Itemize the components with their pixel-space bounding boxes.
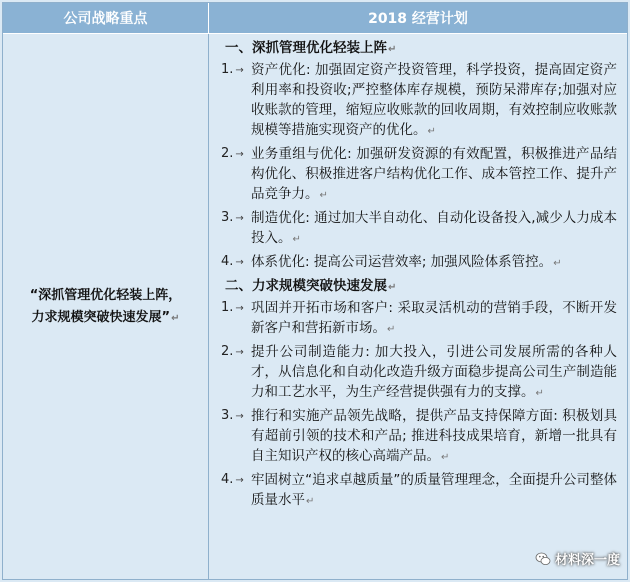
list-item-text: [251, 406, 617, 468]
list-number-text: 1.: [221, 62, 234, 77]
paragraph-mark-icon: ↵: [387, 324, 396, 335]
paragraph-mark-icon: ↵: [388, 44, 397, 55]
strategy-cell: [3, 34, 209, 580]
list-item-content: 牢固树立“追求卓越质量”的质量管理理念，全面提升公司整体质量水平: [251, 472, 617, 508]
paragraph-mark-icon: ↵: [171, 312, 180, 324]
list-number-text: 1.: [221, 300, 234, 315]
tab-arrow-icon: →: [235, 475, 244, 486]
list-item-content: 制造优化: 通过加大半自动化、自动化设备投入,减少人力成本投入。: [251, 210, 617, 246]
paragraph-mark-icon: ↵: [292, 234, 301, 245]
paragraph-mark-icon: ↵: [535, 388, 544, 399]
list-item-text: [251, 60, 617, 142]
plan-list-item: [219, 208, 617, 250]
plan-sections: [219, 38, 617, 512]
plan-list-item: [219, 298, 617, 340]
wechat-logo-icon: [535, 551, 551, 567]
list-item-content: 推行和实施产品领先战略，提供产品支持保障方面: 积极划具有超前引领的技术和产品; 推进科技成果培育，新增一批具有自主知识产权的核心高端产品。: [251, 408, 617, 464]
list-item-content: 业务重组与优化: 加强研发资源的有效配置，积极推进产品结构优化、积极推进客户结构优化工作、成本管控工作、提升产品竞争力。: [251, 146, 617, 202]
plan-list-item: [219, 144, 617, 206]
plan-list-item: [219, 252, 617, 274]
header-strategy-focus: 公司战略重点: [3, 3, 209, 33]
paragraph-mark-icon: ↵: [553, 258, 562, 269]
list-item-text: [251, 342, 617, 404]
list-item-text: [251, 144, 617, 206]
paragraph-mark-icon: ↵: [388, 282, 397, 293]
paragraph-mark-icon: ↵: [306, 496, 315, 507]
list-item-content: 体系优化: 提高公司运营效率; 加强风险体系管控。: [251, 254, 553, 270]
header-business-plan: 2018 经营计划: [368, 11, 468, 27]
section-title: [219, 38, 617, 60]
list-item-text: [251, 252, 617, 274]
list-number: [219, 60, 251, 142]
watermark: [535, 549, 620, 568]
table-body-row: [3, 34, 627, 580]
tab-arrow-icon: →: [235, 347, 244, 358]
paragraph-mark-icon: ↵: [319, 190, 328, 201]
list-number-text: 2.: [221, 146, 234, 161]
list-item-content: 资产优化: 加强固定资产投资管理，科学投资，提高固定资产利用率和投资收;严控整体库存规模，预防呆滞库存;加强对应收账款的管理，缩短应收账款的回收周期，有效控制应收账款规模等措施实现资产的优化。: [251, 62, 617, 138]
list-number-text: 2.: [221, 344, 234, 359]
tab-arrow-icon: →: [235, 149, 244, 160]
plan-list-item: [219, 470, 617, 512]
list-number: [219, 342, 251, 404]
list-item-text: [251, 470, 617, 512]
strategy-slogan-line1: “深抓管理优化轻装上阵，: [29, 287, 182, 303]
strategy-slogan-line2: 力求规模突破快速发展”↵: [31, 309, 180, 325]
plan-list-item: [219, 60, 617, 142]
list-number: [219, 406, 251, 468]
list-item-content: 提升公司制造能力: 加大投入，引进公司发展所需的各种人才，从信息化和自动化改造升级方面稳步提高公司生产制造能力和工艺水平，为生产经营提供强有力的支撑。: [251, 344, 617, 400]
tab-arrow-icon: →: [235, 303, 244, 314]
plan-list-item: [219, 342, 617, 404]
list-number-text: 4.: [221, 254, 234, 269]
tab-arrow-icon: →: [235, 213, 244, 224]
list-number-text: 4.: [221, 472, 234, 487]
table-header: [3, 3, 627, 34]
tab-arrow-icon: →: [235, 411, 244, 422]
strategy-slogan: [30, 285, 182, 330]
strategy-table: [2, 2, 628, 580]
list-number: [219, 144, 251, 206]
tab-arrow-icon: →: [235, 257, 244, 268]
section-title-text: 二、力求规模突破快速发展: [225, 278, 387, 294]
section-title: [219, 276, 617, 298]
list-number-text: 3.: [221, 210, 234, 225]
list-item-text: [251, 208, 617, 250]
tab-arrow-icon: →: [235, 65, 244, 76]
paragraph-mark-icon: ↵: [427, 126, 436, 137]
list-number: [219, 252, 251, 274]
paragraph-mark-icon: ↵: [441, 452, 450, 463]
list-number: [219, 470, 251, 512]
watermark-text: 材料深一度: [554, 553, 620, 568]
section-title-text: 一、深抓管理优化轻装上阵: [225, 40, 387, 56]
list-item-text: [251, 298, 617, 340]
list-number: [219, 298, 251, 340]
plan-cell: [209, 34, 627, 580]
list-number: [219, 208, 251, 250]
plan-list-item: [219, 406, 617, 468]
list-number-text: 3.: [221, 408, 234, 423]
list-item-content: 巩固并开拓市场和客户: 采取灵活机动的营销手段，不断开发新客户和营拓新市场。: [251, 300, 617, 336]
